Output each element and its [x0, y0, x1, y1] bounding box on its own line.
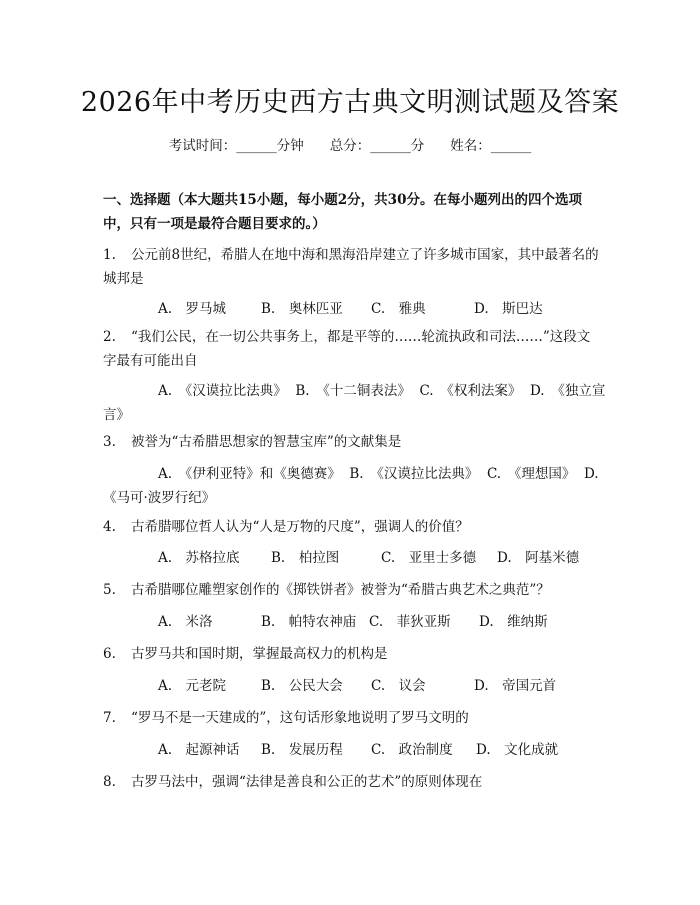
- option-d[interactable]: D. 文化成就: [476, 742, 559, 758]
- question-stem: 被誉为“古希腊思想家的智慧宝库”的文献集是: [131, 434, 402, 450]
- option-a[interactable]: A. 《伊利亚特》和《奥德赛》: [158, 466, 341, 482]
- options-7: [158, 738, 608, 762]
- option-b[interactable]: B. 奥林匹亚: [261, 301, 343, 317]
- question-4: [103, 515, 603, 539]
- options-1: [158, 297, 608, 321]
- options-4: [158, 546, 608, 570]
- question-stem: 古希腊哪位哲人认为“人是万物的尺度”，强调人的价值？: [131, 519, 469, 535]
- exam-total-score: 总分：______分: [329, 138, 425, 154]
- option-a[interactable]: A. 苏格拉底: [158, 550, 240, 566]
- options-6: [158, 674, 608, 698]
- option-c[interactable]: C. 亚里士多德: [381, 550, 477, 566]
- option-a[interactable]: A. 《汉谟拉比法典》: [158, 383, 287, 399]
- student-name: 姓名：______: [450, 138, 532, 154]
- question-number: 4.: [103, 519, 116, 535]
- question-8: [103, 770, 603, 794]
- option-c[interactable]: C. 菲狄亚斯: [369, 614, 451, 630]
- question-5: [103, 578, 603, 602]
- question-number: 7.: [103, 710, 116, 726]
- question-stem: “我们公民，在一切公共事务上，都是平等的……轮流执政和司法……”这段文字最有可能出自: [103, 329, 591, 369]
- option-b[interactable]: B. 发展历程: [261, 742, 343, 758]
- option-c[interactable]: C. 《权利法案》: [419, 383, 522, 399]
- question-number: 6.: [103, 646, 116, 662]
- option-c[interactable]: C. 雅典: [371, 301, 426, 317]
- section-heading: 一、选择题（本大题共15小题，每小题2分，共30分。在每小题列出的四个选项中，只有一项是最符合题目要求的。）: [103, 192, 582, 232]
- options-5: [158, 610, 608, 634]
- question-1: [103, 243, 603, 291]
- question-stem: 古希腊哪位雕塑家创作的《掷铁饼者》被誉为“希腊古典艺术之典范”？: [131, 582, 550, 598]
- option-a[interactable]: A. 元老院: [158, 678, 227, 694]
- options-2: [103, 379, 613, 427]
- option-c[interactable]: C. 政治制度: [371, 742, 453, 758]
- option-b[interactable]: B. 公民大会: [261, 678, 343, 694]
- option-d[interactable]: D. 阿基米德: [497, 550, 580, 566]
- option-a[interactable]: A. 米洛: [158, 614, 213, 630]
- option-d[interactable]: D. 《独立宣言》: [103, 383, 606, 423]
- option-d[interactable]: D. 斯巴达: [474, 301, 543, 317]
- option-a[interactable]: A. 起源神话: [158, 742, 240, 758]
- option-b[interactable]: B. 帕特农神庙: [261, 614, 357, 630]
- options-3: [103, 462, 613, 510]
- question-stem: 公元前8世纪，希腊人在地中海和黑海沿岸建立了许多城市国家，其中最著名的城邦是: [103, 247, 599, 287]
- question-7: [103, 706, 603, 730]
- question-3: [103, 430, 603, 454]
- option-b[interactable]: B. 柏拉图: [271, 550, 340, 566]
- question-6: [103, 642, 603, 666]
- question-stem: 古罗马法中，强调“法律是善良和公正的艺术”的原则体现在: [131, 774, 483, 790]
- option-d[interactable]: D. 《马可·波罗行纪》: [103, 466, 613, 506]
- option-d[interactable]: D. 维纳斯: [479, 614, 548, 630]
- question-2: [103, 325, 603, 373]
- option-b[interactable]: B. 《十二铜表法》: [295, 383, 411, 399]
- question-number: 8.: [103, 774, 116, 790]
- option-c[interactable]: C. 《理想国》: [486, 466, 576, 482]
- option-d[interactable]: D. 帝国元首: [474, 678, 557, 694]
- exam-meta: [0, 134, 700, 154]
- question-number: 2.: [103, 329, 116, 345]
- question-number: 3.: [103, 434, 116, 450]
- question-stem: 古罗马共和国时期，掌握最高权力的机构是: [131, 646, 388, 662]
- question-stem: “罗马不是一天建成的”，这句话形象地说明了罗马文明的: [131, 710, 469, 726]
- question-number: 1.: [103, 247, 116, 263]
- option-a[interactable]: A. 罗马城: [158, 301, 227, 317]
- page-title: 2026年中考历史西方古典文明测试题及答案: [80, 87, 620, 118]
- question-number: 5.: [103, 582, 116, 598]
- exam-time: 考试时间：______分钟: [168, 138, 304, 154]
- option-c[interactable]: C. 议会: [371, 678, 426, 694]
- option-b[interactable]: B. 《汉谟拉比法典》: [349, 466, 479, 482]
